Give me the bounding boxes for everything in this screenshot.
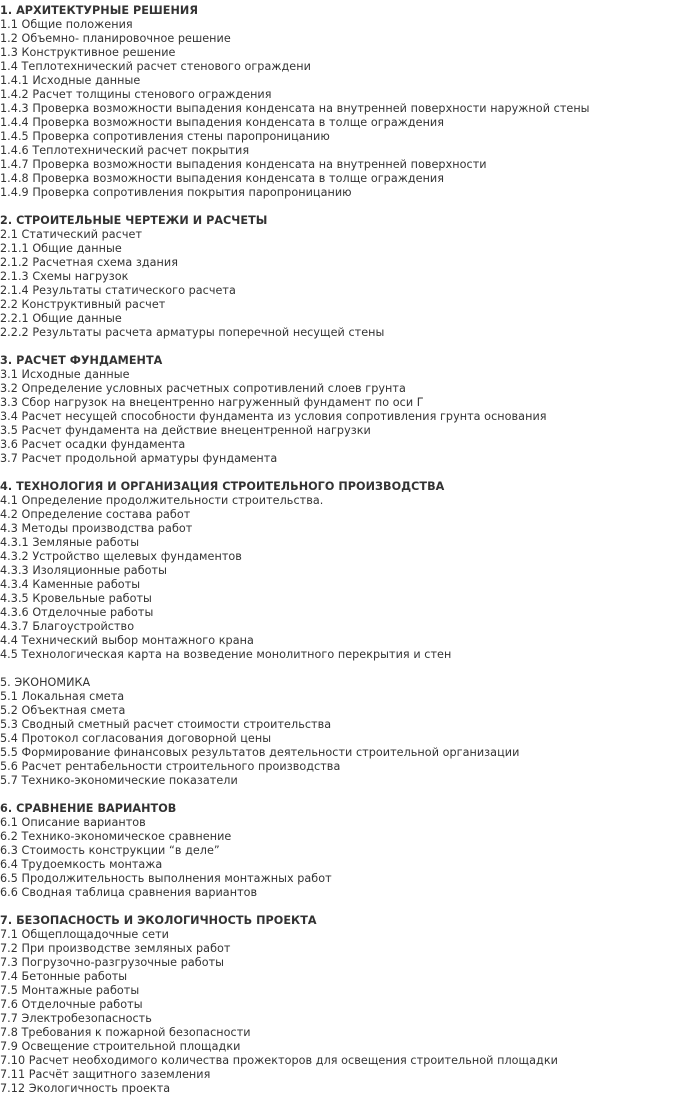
toc-section <box>0 354 700 466</box>
toc-item: 7.10 Расчет необходимого количества прожекторов для освещения строительной площадки <box>0 1054 558 1067</box>
toc-section <box>0 914 700 1096</box>
toc-section <box>0 802 700 900</box>
toc-item: 2.1 Статический расчет <box>0 228 143 241</box>
toc-item: 1.4 Теплотехнический расчет стенового ограждени <box>0 60 311 73</box>
toc-item: 5.4 Протокол согласования договорной цены <box>0 732 272 745</box>
toc-item: 7.9 Освещение строительной площадки <box>0 1040 241 1053</box>
toc-item: 7.7 Электробезопасность <box>0 1012 152 1025</box>
section-heading: 6. СРАВНЕНИЕ ВАРИАНТОВ <box>0 802 177 815</box>
toc-item: 7.3 Погрузочно-разгрузочные работы <box>0 956 225 969</box>
toc-item: 3.1 Исходные данные <box>0 368 130 381</box>
toc-section <box>0 676 700 788</box>
toc-item: 7.1 Общеплощадочные сети <box>0 928 169 941</box>
toc-item: 6.6 Сводная таблица сравнения вариантов <box>0 886 258 899</box>
toc-item: 3.4 Расчет несущей способности фундамента из условия сопротивления грунта основания <box>0 410 547 423</box>
toc-item: 5.6 Расчет рентабельности строительного производства <box>0 760 341 773</box>
toc-item: 2.1.2 Расчетная схема здания <box>0 256 179 269</box>
toc-item: 1.4.2 Расчет толщины стенового ограждения <box>0 88 272 101</box>
toc-item: 4.3.7 Благоустройство <box>0 620 135 633</box>
toc-item: 1.4.1 Исходные данные <box>0 74 141 87</box>
toc-item: 7.6 Отделочные работы <box>0 998 143 1011</box>
toc-item: 7.5 Монтажные работы <box>0 984 140 997</box>
toc-item: 7.8 Требования к пожарной безопасности <box>0 1026 251 1039</box>
toc-item: 6.3 Стоимость конструкции “в деле” <box>0 844 220 857</box>
toc-item: 1.4.8 Проверка возможности выпадения конденсата в толще ограждения <box>0 172 445 185</box>
toc-item: 1.4.5 Проверка сопротивления стены паропроницанию <box>0 130 330 143</box>
toc-item: 3.7 Расчет продольной арматуры фундамента <box>0 452 278 465</box>
toc-item: 1.2 Объемно- планировочное решение <box>0 32 231 45</box>
toc-item: 6.1 Описание вариантов <box>0 816 146 829</box>
toc-item: 2.2 Конструктивный расчет <box>0 298 166 311</box>
toc-item: 4.1 Определение продолжительности строительства. <box>0 494 324 507</box>
toc-item: 2.2.1 Общие данные <box>0 312 122 325</box>
toc-section <box>0 480 700 662</box>
toc-item: 5.1 Локальная смета <box>0 690 125 703</box>
toc-item: 4.3.5 Кровельные работы <box>0 592 152 605</box>
section-heading: 4. ТЕХНОЛОГИЯ И ОРГАНИЗАЦИЯ СТРОИТЕЛЬНОГО ПРОИЗВОДСТВА <box>0 480 445 493</box>
toc-item: 3.6 Расчет осадки фундамента <box>0 438 186 451</box>
toc-item: 2.2.2 Результаты расчета арматуры поперечной несущей стены <box>0 326 385 339</box>
toc-item: 1.4.3 Проверка возможности выпадения конденсата на внутренней поверхности наружной стены <box>0 102 590 115</box>
toc-item: 1.4.6 Теплотехнический расчет покрытия <box>0 144 250 157</box>
toc-section <box>0 214 700 340</box>
toc-item: 2.1.3 Схемы нагрузок <box>0 270 129 283</box>
toc-item: 5.3 Сводный сметный расчет стоимости строительства <box>0 718 332 731</box>
toc-item: 2.1.4 Результаты статического расчета <box>0 284 236 297</box>
toc-item: 1.4.9 Проверка сопротивления покрытия паропроницанию <box>0 186 352 199</box>
toc-item: 1.4.7 Проверка возможности выпадения конденсата на внутренней поверхности <box>0 158 487 171</box>
toc-item: 4.3.1 Земляные работы <box>0 536 140 549</box>
toc-item: 4.3.2 Устройство щелевых фундаментов <box>0 550 242 563</box>
section-heading: 3. РАСЧЕТ ФУНДАМЕНТА <box>0 354 163 367</box>
toc-item: 4.2 Определение состава работ <box>0 508 191 521</box>
toc-item: 3.5 Расчет фундамента на действие внецентренной нагрузки <box>0 424 371 437</box>
toc-item: 7.11 Расчёт защитного заземления <box>0 1068 211 1081</box>
section-heading: 5. ЭКОНОМИКА <box>0 676 91 689</box>
toc-item: 7.2 При производстве земляных работ <box>0 942 231 955</box>
toc-item: 4.3.4 Каменные работы <box>0 578 141 591</box>
section-heading: 2. СТРОИТЕЛЬНЫЕ ЧЕРТЕЖИ И РАСЧЕТЫ <box>0 214 268 227</box>
toc-item: 4.5 Технологическая карта на возведение монолитного перекрытия и стен <box>0 648 452 661</box>
toc-item: 5.7 Технико-экономические показатели <box>0 774 238 787</box>
toc-item: 4.3.6 Отделочные работы <box>0 606 154 619</box>
toc-item: 4.3.3 Изоляционные работы <box>0 564 167 577</box>
toc-item: 3.2 Определение условных расчетных сопротивлений слоев грунта <box>0 382 406 395</box>
toc-item: 7.4 Бетонные работы <box>0 970 128 983</box>
toc-item: 5.2 Объектная смета <box>0 704 126 717</box>
toc-item: 6.4 Трудоемкость монтажа <box>0 858 163 871</box>
toc-item: 6.5 Продолжительность выполнения монтажных работ <box>0 872 332 885</box>
toc-item: 3.3 Сбор нагрузок на внецентренно нагруженный фундамент по оси Г <box>0 396 424 409</box>
section-heading: 1. АРХИТЕКТУРНЫЕ РЕШЕНИЯ <box>0 4 198 17</box>
toc-item: 1.1 Общие положения <box>0 18 133 31</box>
toc-item: 5.5 Формирование финансовых результатов деятельности строительной организации <box>0 746 520 759</box>
toc-item: 4.4 Технический выбор монтажного крана <box>0 634 254 647</box>
toc-item: 4.3 Методы производства работ <box>0 522 193 535</box>
toc-item: 6.2 Технико-экономическое сравнение <box>0 830 232 843</box>
toc-item: 2.1.1 Общие данные <box>0 242 122 255</box>
toc-item: 1.3 Конструктивное решение <box>0 46 176 59</box>
section-heading: 7. БЕЗОПАСНОСТЬ И ЭКОЛОГИЧНОСТЬ ПРОЕКТА <box>0 914 317 927</box>
toc-section <box>0 4 700 200</box>
toc-item: 7.12 Экологичность проекта <box>0 1082 171 1095</box>
toc-item: 1.4.4 Проверка возможности выпадения конденсата в толще ограждения <box>0 116 445 129</box>
